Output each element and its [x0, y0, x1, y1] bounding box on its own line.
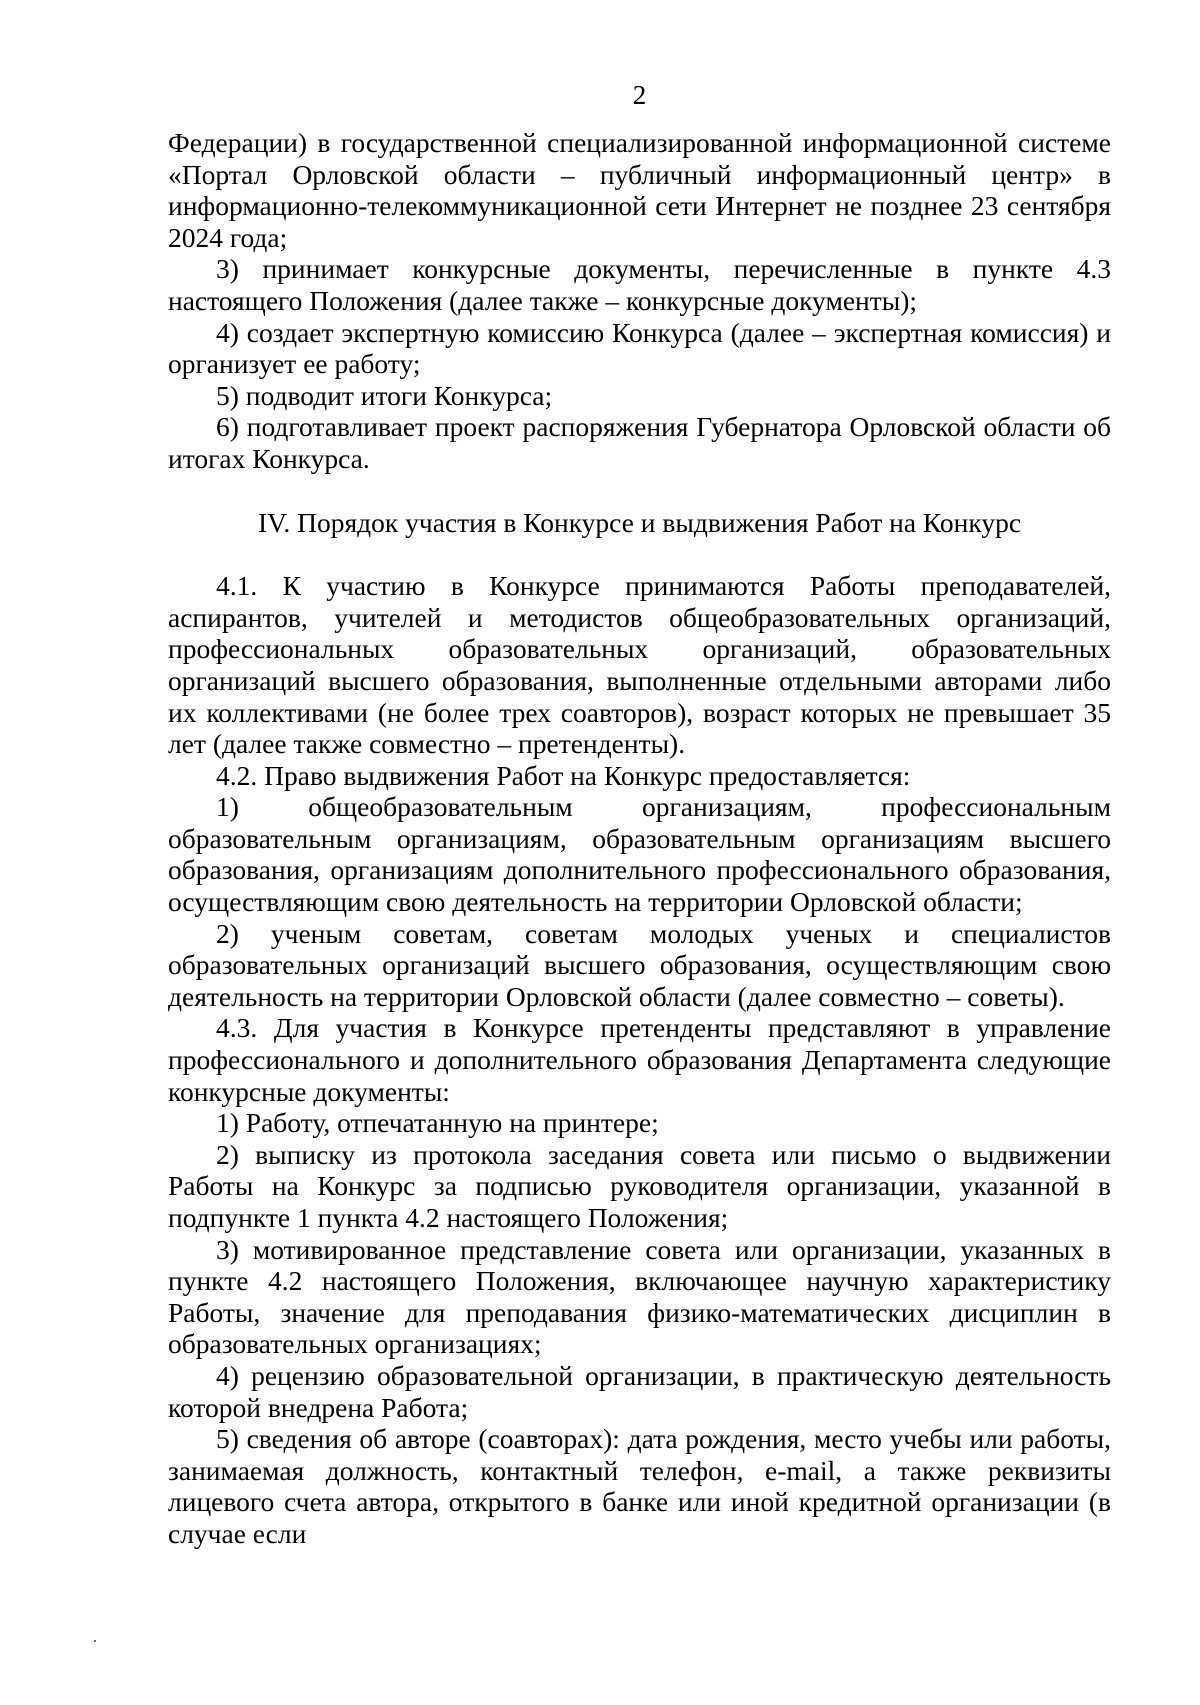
clause-4-2-item-1: 1) общеобразовательным организациям, профессиональным образовательным организациям, образовательным организациям высшего образования, организациям дополнительного профессионального образования, осуществляющим свою деятельность на территории Орловской области; [168, 791, 1111, 918]
page-number: 2 [632, 80, 647, 110]
list-item-3: 3) принимает конкурсные документы, перечисленные в пункте 4.3 настоящего Положения (далее также – конкурсные документы); [168, 253, 1111, 316]
paragraph-continuation: Федерации) в государственной специализированной информационной системе «Портал Орловской области – публичный информационный центр» в информационно-телекоммуникационной сети Интернет не позднее 23 сентября 2024 года; [168, 127, 1111, 253]
document-page [168, 80, 1111, 1550]
list-item-5: 5) подводит итоги Конкурса; [216, 379, 553, 411]
clause-4-3-item-1: 1) Работу, отпечатанную на принтере; [216, 1107, 659, 1139]
clause-4-3-item-2: 2) выписку из протокола заседания совета или письмо о выдвижении Работы на Конкурс за подписью руководителя организации, указанной в подпункте 1 пункта 4.2 настоящего Положения; [168, 1138, 1111, 1233]
list-item-4: 4) создает экспертную комиссию Конкурса (далее – экспертная комиссия) и организует ее работу; [168, 316, 1111, 380]
clause-4-2: 4.2. Право выдвижения Работ на Конкурс предоставляется: [216, 759, 911, 791]
scan-speck [94, 1640, 96, 1642]
clause-4-3-item-4: 4) рецензию образовательной организации, в практическую деятельность которой внедрена Работа; [168, 1359, 1111, 1423]
clause-4-2-item-2: 2) ученым советам, советам молодых ученых и специалистов образовательных организаций высшего образования, осуществляющим свою деятельность на территории Орловской области (далее совместно – советы). [168, 917, 1111, 1012]
clause-4-3-item-5: 5) сведения об авторе (соавторах): дата рождения, место учебы или работы, занимаемая должность, контактный телефон, e-mail, а также реквизиты лицевого счета автора, открытого в банке или иной кредитной организации (в случае если [168, 1423, 1111, 1549]
clause-4-3-item-3: 3) мотивированное представление совета или организации, указанных в пункте 4.2 настоящего Положения, включающее научную характеристику Работы, значение для преподавания физико-математических дисциплин в образовательных организациях; [168, 1233, 1111, 1360]
clause-4-1: 4.1. К участию в Конкурсе принимаются Работы преподавателей, аспирантов, учителей и методистов общеобразовательных организаций, профессиональных образовательных организаций, образовательных организаций высшего образования, выполненные отдельными авторами либо их коллективами (не более трех соавторов), возраст которых не превышает 35 лет (далее также совместно – претенденты). [168, 570, 1111, 760]
clause-4-3: 4.3. Для участия в Конкурсе претенденты представляют в управление профессионального и дополнительного образования Департамента следующие конкурсные документы: [168, 1012, 1111, 1107]
section-heading: IV. Порядок участия в Конкурсе и выдвижения Работ на Конкурс [257, 506, 1022, 538]
list-item-6: 6) подготавливает проект распоряжения Губернатора Орловской области об итогах Конкурса. [168, 411, 1111, 474]
